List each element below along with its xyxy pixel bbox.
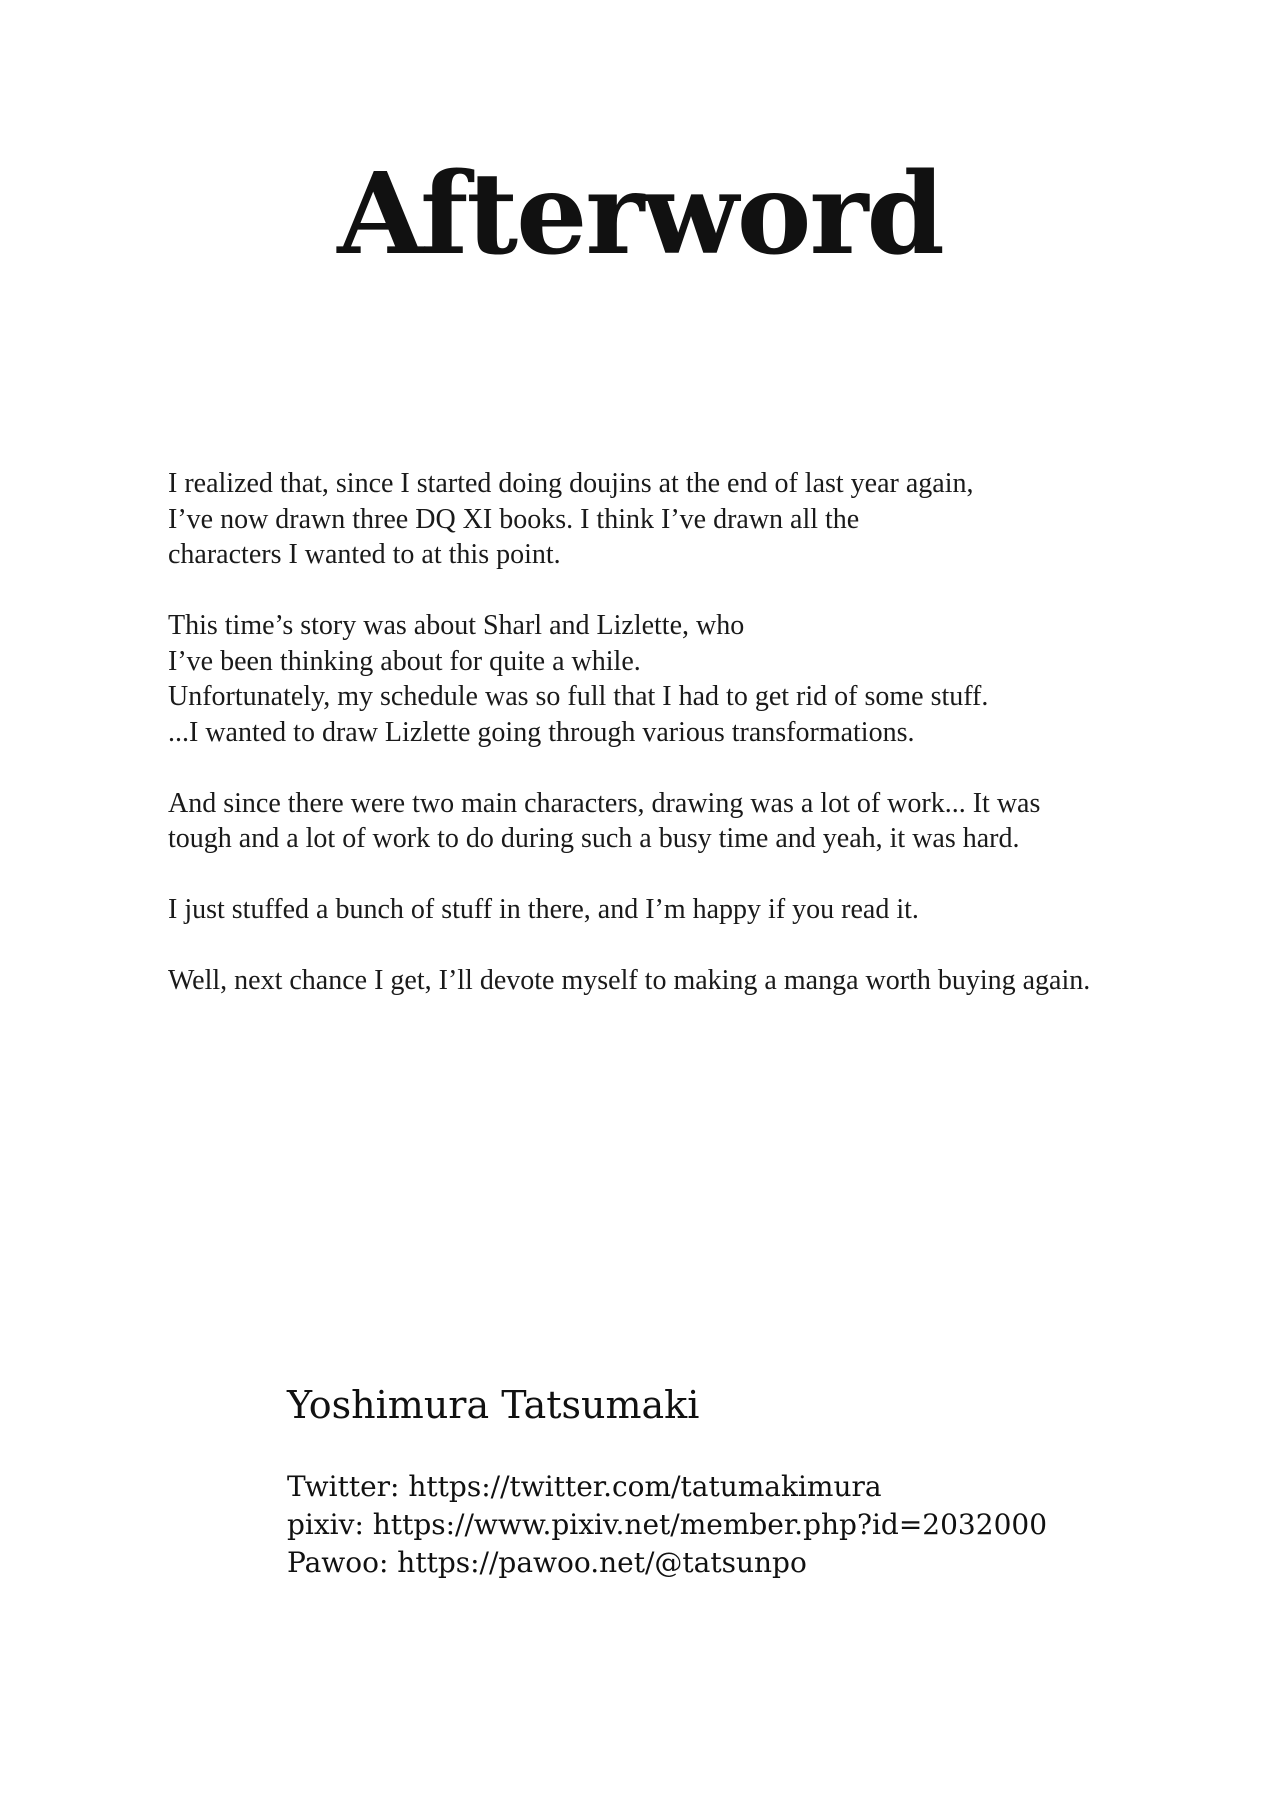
signature-block — [287, 1380, 1187, 1582]
afterword-body — [168, 466, 1228, 1034]
paragraph-2 — [168, 608, 1228, 750]
text-line: Well, next chance I get, I’ll devote myself to making a manga worth buying again. — [168, 965, 1091, 996]
text-line: Unfortunately, my schedule was so full that I had to get rid of some stuff. — [168, 681, 989, 712]
text-line: characters I wanted to at this point. — [168, 539, 561, 570]
author-name: Yoshimura Tatsumaki — [287, 1383, 700, 1427]
paragraph-5 — [168, 963, 1228, 999]
text-line: tough and a lot of work to do during such a busy time and yeah, it was hard. — [168, 823, 1020, 854]
text-line: This time’s story was about Sharl and Lizlette, who — [168, 610, 745, 641]
paragraph-4 — [168, 892, 1228, 928]
paragraph-1 — [168, 466, 1228, 573]
text-line: I’ve been thinking about for quite a while. — [168, 645, 641, 677]
paragraph-3 — [168, 786, 1228, 857]
page-title: Afterword — [337, 149, 943, 280]
text-line: I realized that, since I started doing doujins at the end of last year again, — [168, 468, 974, 499]
social-links — [287, 1468, 1187, 1582]
twitter-link[interactable]: Twitter: https://twitter.com/tatumakimura — [287, 1470, 882, 1503]
text-line: I’ve now drawn three DQ XI books. I think I’ve drawn all the — [168, 503, 860, 535]
text-line: And since there were two main characters, drawing was a lot of work... It was — [168, 787, 1041, 819]
text-line: ...I wanted to draw Lizlette going through various transformations. — [168, 716, 915, 748]
pixiv-link[interactable]: pixiv: https://www.pixiv.net/member.php?id=2032000 — [287, 1508, 1048, 1541]
pawoo-link[interactable]: Pawoo: https://pawoo.net/@tatsunpo — [287, 1546, 807, 1579]
text-line: I just stuffed a bunch of stuff in there, and I’m happy if you read it. — [168, 894, 919, 925]
